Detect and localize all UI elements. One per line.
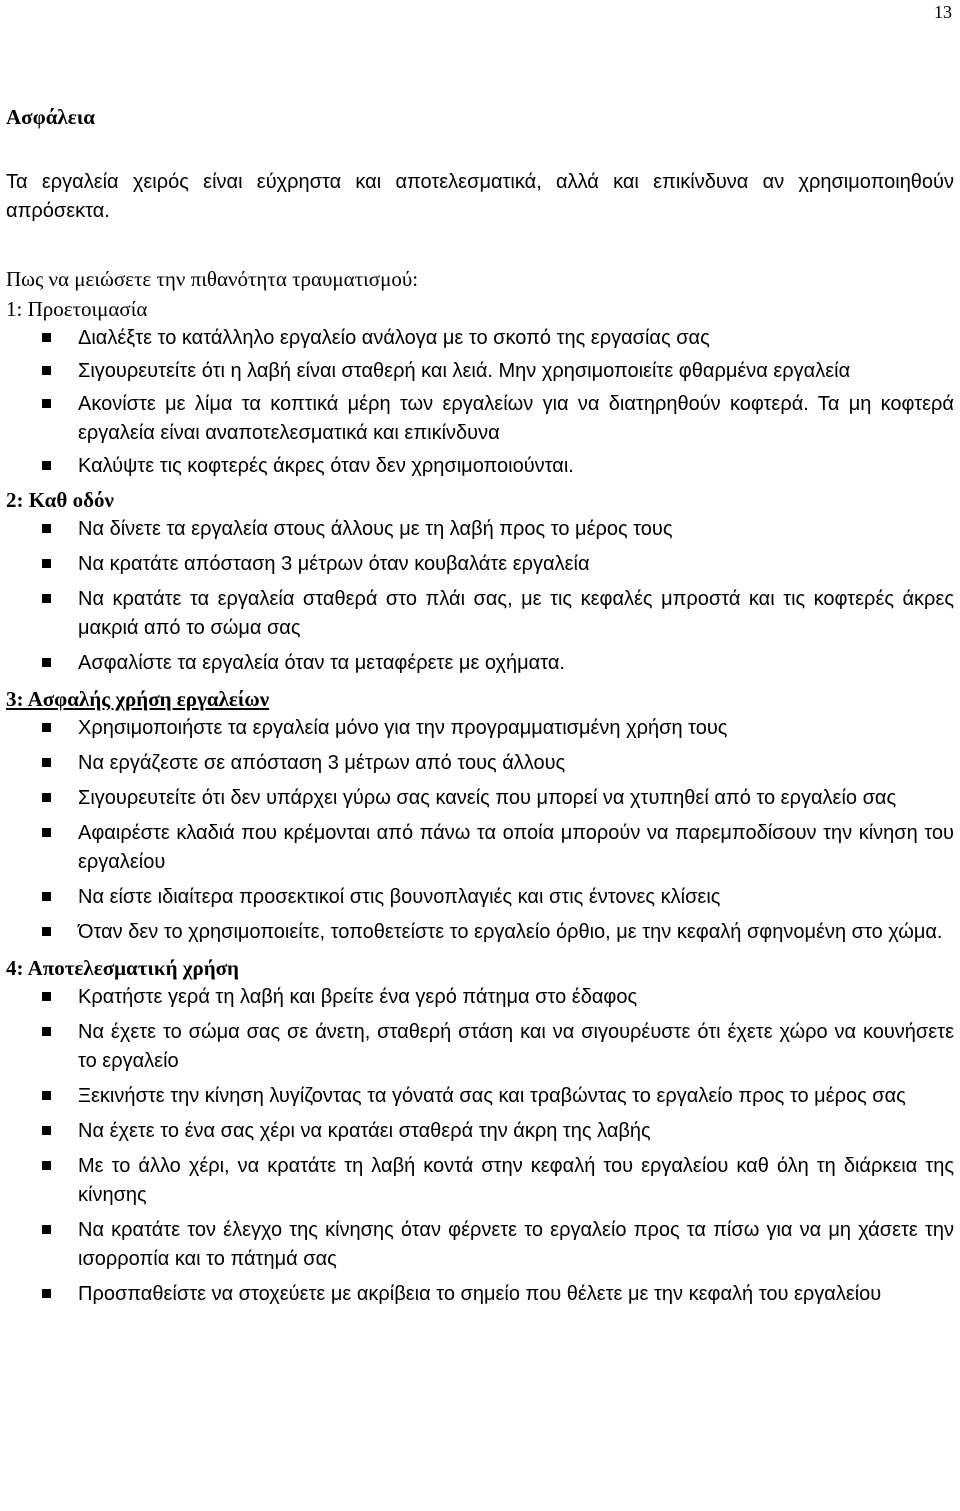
list-item-text: Σιγουρευτείτε ότι η λαβή είναι σταθερή και λειά. Μην χρησιμοποιείτε φθαρμένα εργαλεία <box>78 360 851 382</box>
square-bullet-icon <box>42 1289 51 1298</box>
list-item-text: Ακονίστε με λίμα τα κοπτικά μέρη των εργαλείων για να διατηρηθούν κοφτερά. Τα μη κοφτερά εργαλεία είναι αναποτελεσματικά και επικίνδυνα <box>78 393 954 444</box>
square-bullet-icon <box>42 559 51 568</box>
list-item-text: Προσπαθείστε να στοχεύετε με ακρίβεια το σημείο που θέλετε με την κεφαλή του εργαλείου <box>78 1283 882 1305</box>
section-heading: 2: Καθ οδόν <box>6 488 114 512</box>
list-item <box>6 784 954 813</box>
injury-prevention-subtitle: Πως να μειώσετε την πιθανότητα τραυματισμού: <box>6 267 419 291</box>
bullet-list <box>6 714 954 947</box>
square-bullet-icon <box>42 1091 51 1100</box>
bullet-list <box>6 983 954 1309</box>
list-item <box>6 1117 954 1146</box>
square-bullet-icon <box>42 793 51 802</box>
square-bullet-icon <box>42 461 51 470</box>
list-item <box>6 357 954 386</box>
square-bullet-icon <box>42 892 51 901</box>
list-item <box>6 1082 954 1111</box>
section-heading: 4: Αποτελεσματική χρήση <box>6 956 239 980</box>
list-item <box>6 714 954 743</box>
square-bullet-icon <box>42 828 51 837</box>
list-item-text: Χρησιμοποιήστε τα εργαλεία μόνο για την προγραμματισμένη χρήση τους <box>78 717 728 739</box>
list-item <box>6 1216 954 1274</box>
list-item <box>6 749 954 778</box>
list-item-text: Διαλέξτε το κατάλληλο εργαλείο ανάλογα με το σκοπό της εργασίας σας <box>78 327 710 349</box>
square-bullet-icon <box>42 1126 51 1135</box>
list-item <box>6 1152 954 1210</box>
list-item <box>6 1018 954 1076</box>
list-item-text: Αφαιρέστε κλαδιά που κρέμονται από πάνω τα οποία μπορούν να παρεμποδίσουν την κίνηση του εργαλείου <box>78 822 954 873</box>
list-item <box>6 649 954 678</box>
list-item <box>6 550 954 579</box>
list-item <box>6 819 954 877</box>
square-bullet-icon <box>42 658 51 667</box>
list-item-text: Ασφαλίστε τα εργαλεία όταν τα μεταφέρετε με οχήματα. <box>78 652 565 674</box>
list-item-text: Να έχετε το ένα σας χέρι να κρατάει σταθερά την άκρη της λαβής <box>78 1120 651 1142</box>
list-item-text: Να δίνετε τα εργαλεία στους άλλους με τη λαβή προς το μέρος τους <box>78 518 673 540</box>
list-item-text: Ξεκινήστε την κίνηση λυγίζοντας τα γόνατά σας και τραβώντας το εργαλείο προς το μέρος σας <box>78 1085 906 1107</box>
square-bullet-icon <box>42 594 51 603</box>
list-item <box>6 585 954 643</box>
section-preparation <box>6 294 954 481</box>
document-title: Ασφάλεια <box>6 105 95 129</box>
square-bullet-icon <box>42 524 51 533</box>
list-item-text: Καλύψτε τις κοφτερές άκρες όταν δεν χρησιμοποιούνται. <box>78 455 574 477</box>
list-item-text: Να κρατάτε τον έλεγχο της κίνησης όταν φέρνετε το εργαλείο προς τα πίσω για να μη χάσετε την ισορροπία και το πάτημά σας <box>78 1219 954 1270</box>
list-item <box>6 515 954 544</box>
square-bullet-icon <box>42 1027 51 1036</box>
section-safe-tool-use <box>6 684 954 947</box>
document-body <box>6 100 954 1315</box>
square-bullet-icon <box>42 366 51 375</box>
list-item <box>6 918 954 947</box>
list-item-text: Με το άλλο χέρι, να κρατάτε τη λαβή κοντά στην κεφαλή του εργαλείου καθ όλη τη διάρκεια της κίνησης <box>78 1155 954 1206</box>
section-effective-use <box>6 953 954 1309</box>
section-heading: 1: Προετοιμασία <box>6 297 148 321</box>
bullet-list <box>6 324 954 481</box>
list-item-text: Να κρατάτε τα εργαλεία σταθερά στο πλάι σας, με τις κεφαλές μπροστά και τις κοφτερές άκρες μακριά από το σώμα σας <box>78 588 954 639</box>
list-item-text: Να κρατάτε απόσταση 3 μέτρων όταν κουβαλάτε εργαλεία <box>78 553 590 575</box>
page-number: 13 <box>934 2 952 22</box>
list-item-text: Κρατήστε γερά τη λαβή και βρείτε ένα γερό πάτημα στο έδαφος <box>78 986 638 1008</box>
section-heading-text: 3: Ασφαλής χρήση εργαλείων <box>6 687 270 711</box>
list-item <box>6 1280 954 1309</box>
square-bullet-icon <box>42 723 51 732</box>
square-bullet-icon <box>42 399 51 408</box>
list-item <box>6 983 954 1012</box>
section-heading <box>6 684 954 714</box>
list-item-text: Όταν δεν το χρησιμοποιείτε, τοποθετείστε το εργαλείο όρθιο, με την κεφαλή σφηνομένη στο χώμα. <box>78 921 943 943</box>
list-item <box>6 390 954 448</box>
list-item <box>6 883 954 912</box>
list-item-text: Να εργάζεστε σε απόσταση 3 μέτρων από τους άλλους <box>78 752 566 774</box>
list-item <box>6 324 954 353</box>
intro-paragraph: Τα εργαλεία χειρός είναι εύχρηστα και αποτελεσματικά, αλλά και επικίνδυνα αν χρησιμοποιηθούν απρόσεκτα. <box>6 171 954 222</box>
list-item-text: Σιγουρευτείτε ότι δεν υπάρχει γύρω σας κανείς που μπορεί να χτυπηθεί από το εργαλείο σας <box>78 787 897 809</box>
square-bullet-icon <box>42 1161 51 1170</box>
section-on-the-way <box>6 485 954 678</box>
square-bullet-icon <box>42 1225 51 1234</box>
square-bullet-icon <box>42 758 51 767</box>
square-bullet-icon <box>42 333 51 342</box>
square-bullet-icon <box>42 927 51 936</box>
bullet-list <box>6 515 954 678</box>
list-item-text: Να έχετε το σώμα σας σε άνετη, σταθερή στάση και να σιγουρέυστε ότι έχετε χώρο να κουνήσετε το εργαλείο <box>78 1021 954 1072</box>
square-bullet-icon <box>42 992 51 1001</box>
list-item <box>6 452 954 481</box>
list-item-text: Να είστε ιδιαίτερα προσεκτικοί στις βουνοπλαγιές και στις έντονες κλίσεις <box>78 886 721 908</box>
